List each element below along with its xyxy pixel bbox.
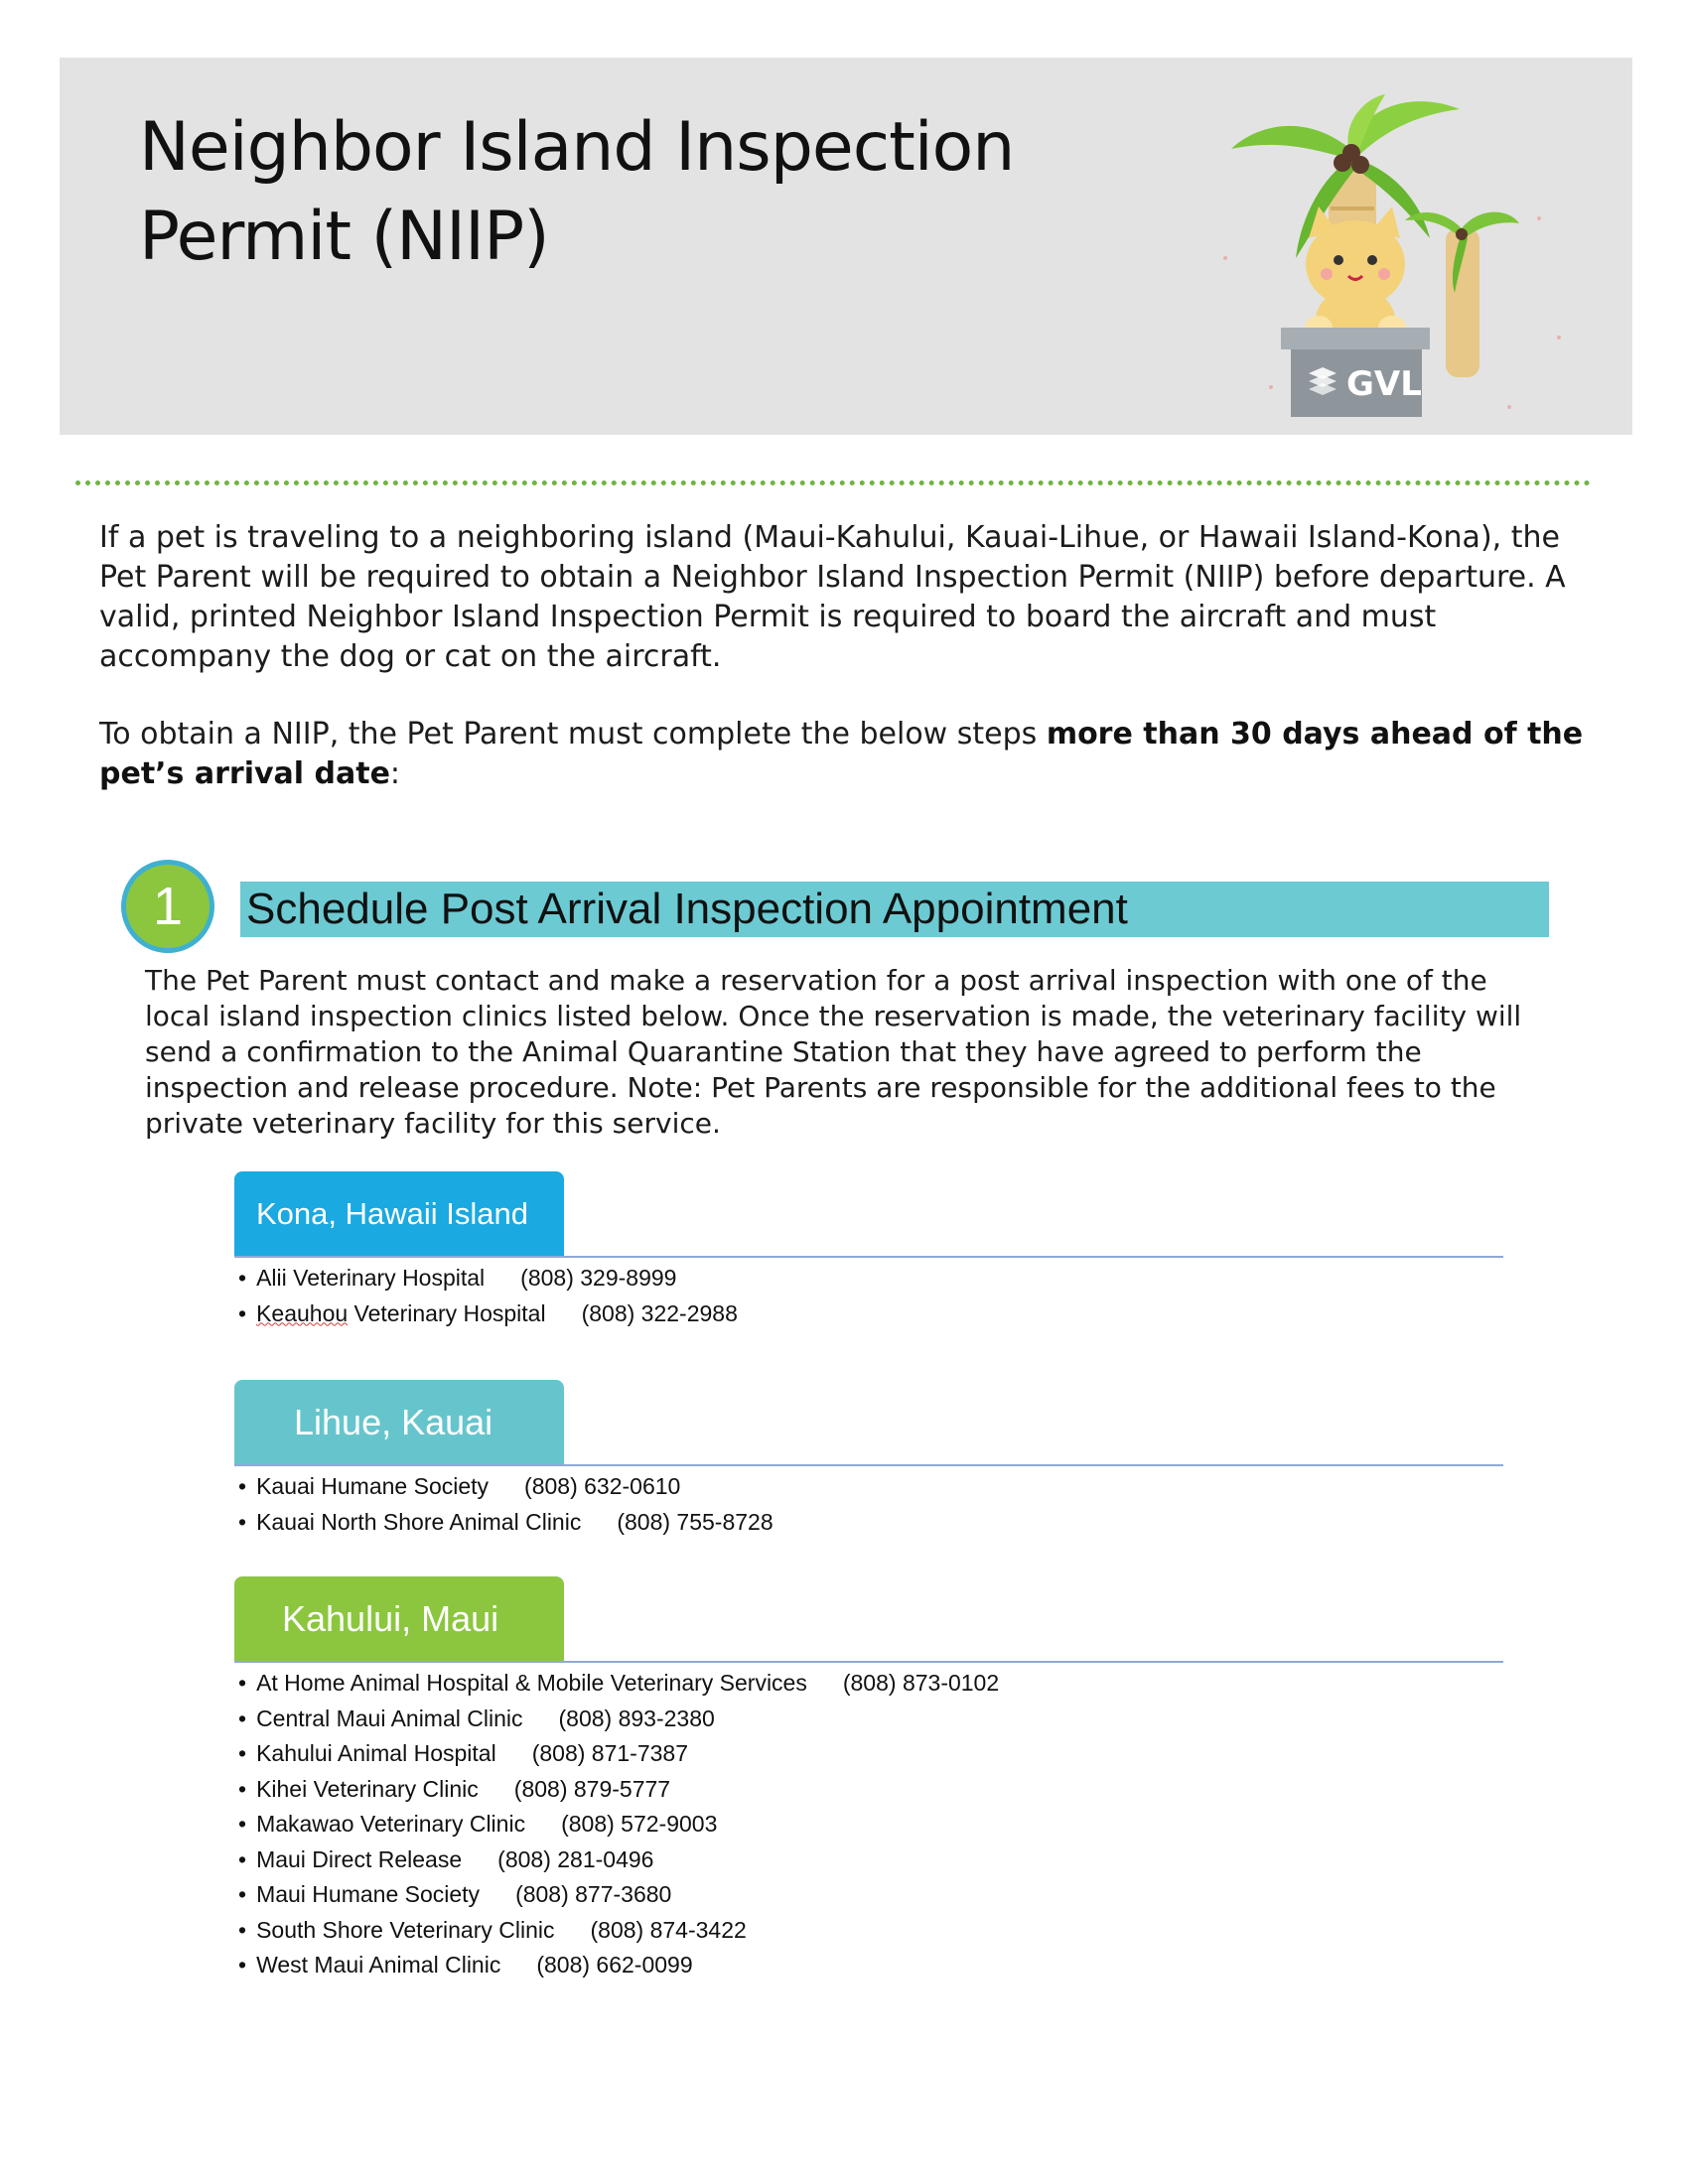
- clinic-item: [238, 1877, 999, 1913]
- clinic-name: Maui Humane Society: [256, 1881, 481, 1907]
- gvl-logo-text: GVL: [1346, 364, 1422, 404]
- clinic-phone: (808) 662-0099: [536, 1952, 693, 1978]
- clinic-phone: (808) 322-2988: [581, 1299, 738, 1326]
- step-number-badge: 1: [121, 860, 214, 953]
- region-divider: [234, 1256, 1503, 1258]
- clinic-phone: (808) 877-3680: [515, 1881, 672, 1907]
- clinic-phone: (808) 874-3422: [590, 1916, 747, 1943]
- region-name: Lihue, Kauai: [294, 1402, 493, 1442]
- clinic-name: Keauhou: [256, 1299, 349, 1326]
- clinic-list-lihue: [238, 1469, 774, 1540]
- clinic-name: West Maui Animal Clinic: [256, 1952, 501, 1978]
- region-tab-kona: [234, 1171, 564, 1257]
- gvl-cat-mascot-icon: [1211, 89, 1569, 432]
- deadline-text-bold: more than 30 days ahead of the pet’s arrival date: [99, 717, 1584, 791]
- clinic-item: [238, 1666, 999, 1702]
- clinic-name: Makawao Veterinary Clinic: [256, 1811, 526, 1837]
- region-tab-lihue: [234, 1380, 564, 1465]
- title-line-2: Permit (NIIP): [139, 198, 549, 276]
- clinic-item: [238, 1772, 999, 1808]
- clinic-phone: (808) 879-5777: [513, 1775, 671, 1802]
- clinic-phone: (808) 572-9003: [561, 1811, 718, 1837]
- region-divider: [234, 1464, 1503, 1466]
- clinic-item: [238, 1702, 999, 1737]
- clinic-phone: (808) 281-0496: [497, 1845, 654, 1872]
- clinic-item: [238, 1505, 774, 1541]
- clinic-item: [238, 1948, 999, 1983]
- clinic-item: [238, 1261, 738, 1297]
- step-description: The Pet Parent must contact and make a reservation for a post arrival inspection with one of the local island inspection clinics listed below. Once the reservation is made, the veterinary facility will send a confirmation to the Animal Quarantine Station that they have agreed to perform the inspection and release procedure. Note: Pet Parents are responsible for the additional fees to the private veterinary facility for this service.: [145, 964, 1522, 1140]
- region-tab-kahului: [234, 1576, 564, 1662]
- region-name: Kahului, Maui: [282, 1598, 499, 1639]
- clinic-phone: (808) 632-0610: [524, 1473, 681, 1499]
- clinic-item: [238, 1843, 999, 1878]
- clinic-name: Kauai North Shore Animal Clinic: [256, 1508, 582, 1535]
- clinic-item: [238, 1807, 999, 1843]
- clinic-name: Kahului Animal Hospital: [256, 1740, 496, 1766]
- clinic-name: Maui Direct Release: [256, 1845, 463, 1872]
- clinic-list-kahului: [238, 1666, 999, 1983]
- title-line-1: Neighbor Island Inspection: [139, 108, 1015, 187]
- clinic-name: Kauai Humane Society: [256, 1473, 490, 1499]
- clinic-phone: (808) 755-8728: [617, 1508, 774, 1535]
- clinic-name: Kihei Veterinary Clinic: [256, 1775, 479, 1802]
- region-divider: [234, 1661, 1503, 1663]
- clinic-name: At Home Animal Hospital & Mobile Veterinary Services: [256, 1670, 807, 1696]
- page-title: [139, 103, 1014, 282]
- clinic-phone: (808) 329-8999: [520, 1265, 677, 1291]
- deadline-text-start: To obtain a NIIP, the Pet Parent must complete the below steps: [99, 717, 1047, 751]
- clinic-name: South Shore Veterinary Clinic: [256, 1916, 555, 1943]
- intro-paragraph: If a pet is traveling to a neighboring island (Maui-Kahului, Kauai-Lihue, or Hawaii Island-Kona), the Pet Parent will be required to obtain a Neighbor Island Inspection Permit (NIIP) before departure. A valid, printed Neighbor Island Inspection Permit is required to board the aircraft and must accompany the dog or cat on the aircraft.: [99, 520, 1566, 674]
- intro-deadline-paragraph: [99, 715, 1609, 794]
- deadline-text-end: :: [389, 756, 401, 791]
- step-title: Schedule Post Arrival Inspection Appointment: [246, 885, 1128, 933]
- clinic-phone: (808) 873-0102: [842, 1670, 1000, 1696]
- region-name: Kona, Hawaii Island: [256, 1196, 528, 1231]
- clinic-item: [238, 1736, 999, 1772]
- clinic-item: [238, 1469, 774, 1505]
- dotted-divider: [75, 480, 1591, 485]
- clinic-item: [238, 1297, 738, 1332]
- clinic-list-kona: [238, 1261, 738, 1331]
- clinic-item: [238, 1913, 999, 1949]
- clinic-name: Alii Veterinary Hospital: [256, 1265, 486, 1291]
- clinic-name: Central Maui Animal Clinic: [256, 1705, 523, 1731]
- clinic-phone: (808) 893-2380: [558, 1705, 715, 1731]
- clinic-phone: (808) 871-7387: [531, 1740, 688, 1766]
- clinic-name-rest: Veterinary Hospital: [348, 1299, 546, 1326]
